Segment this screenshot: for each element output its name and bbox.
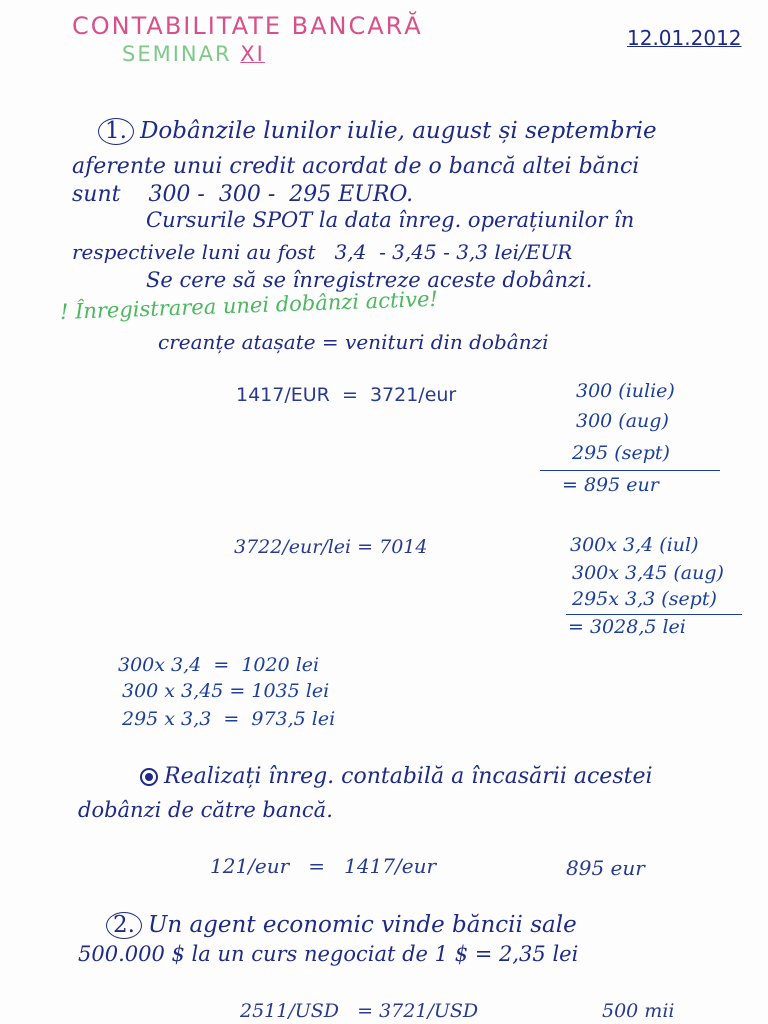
task-line-2: dobânzi de către bancă. <box>78 798 333 822</box>
exercise2-number: 2. <box>106 912 142 939</box>
exercise1-text-1: Dobânzile lunilor iulie, august și septembrie <box>139 118 657 144</box>
calc-line-2: 300 x 3,45 = 1035 lei <box>122 680 330 702</box>
exercise2-line-2: 500.000 $ la un curs negociat de 1 $ = 2,35 lei <box>78 942 579 966</box>
entry3-amount: 895 eur <box>566 856 645 880</box>
document-title: CONTABILITATE BANCARĂ <box>72 12 423 40</box>
exercise1-line-1 <box>98 118 657 145</box>
exercise1-line-4: Cursurile SPOT la data înreg. operațiunilor în <box>146 208 635 232</box>
entry2-formula: 3722/eur/lei = 7014 <box>234 536 428 558</box>
entry2-item-aug: 300x 3,45 (aug) <box>572 562 724 584</box>
task-text-1: Realizați înreg. contabilă a încasării acestei <box>164 764 653 789</box>
calc-line-1: 300x 3,4 = 1020 lei <box>118 654 320 676</box>
seminar-number: XI <box>240 42 265 66</box>
seminar-word: SEMINAR <box>122 42 232 66</box>
entry3-formula: 121/eur = 1417/eur <box>210 854 437 878</box>
exercise1-number: 1. <box>98 118 134 145</box>
entry1-sum-line <box>540 470 720 471</box>
entry2-total: = 3028,5 lei <box>568 616 686 638</box>
entry2-item-sept: 295x 3,3 (sept) <box>572 588 717 610</box>
exercise2-entry-amount: 500 mii <box>602 1000 675 1022</box>
bullet-icon <box>140 768 158 786</box>
exercise2-entry-formula: 2511/USD = 3721/USD <box>240 1000 479 1022</box>
exercise2-line-1 <box>106 912 577 939</box>
entry1-item-aug: 300 (aug) <box>576 410 669 432</box>
exercise1-line-3: sunt 300 - 300 - 295 EURO. <box>72 182 414 207</box>
seminar-label <box>122 44 265 65</box>
entry1-formula: 1417/EUR = 3721/eur <box>236 384 457 406</box>
entry1-item-sept: 295 (sept) <box>572 442 670 464</box>
exercise1-line-5: respectivele luni au fost 3,4 - 3,45 - 3,3 lei/EUR <box>72 240 573 264</box>
entry2-sum-line <box>566 614 742 615</box>
green-note: ! Înregistrarea unei dobânzi active! <box>59 286 439 324</box>
entry2-item-july: 300x 3,4 (iul) <box>570 534 699 556</box>
task-line-1 <box>140 766 653 788</box>
exercise1-line-6: Se cere să se înregistreze aceste dobânzi. <box>146 268 593 292</box>
subheading-creante: creanțe atașate = venituri din dobânzi <box>158 330 549 354</box>
document-date: 12.01.2012 <box>627 26 742 50</box>
calc-line-3: 295 x 3,3 = 973,5 lei <box>122 708 336 730</box>
entry1-item-july: 300 (iulie) <box>576 380 675 402</box>
exercise2-text-1: Un agent economic vinde băncii sale <box>147 912 577 938</box>
exercise1-line-2: aferente unui credit acordat de o bancă altei bănci <box>72 154 640 179</box>
entry1-total: = 895 eur <box>562 474 659 496</box>
